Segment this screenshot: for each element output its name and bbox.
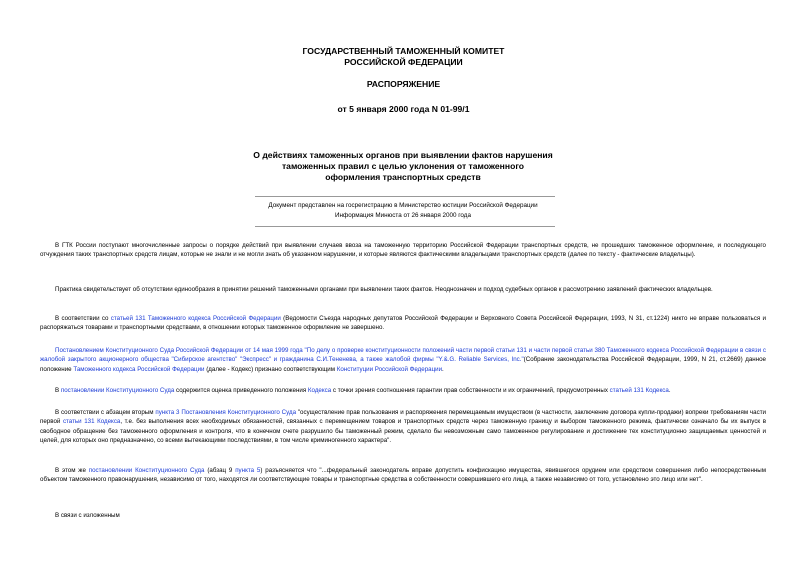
paragraph-3-text-b: (Ведомости Съезда народных депутатов Российской Федерации и Верховного Совета Российской Федерации, 1993, N 31, ст.1224) никто не вправе пользоваться и распоряжаться товарами и транспортными средствами, в отношении которых таможенное оформление не завершено. — [40, 315, 766, 332]
paragraph-1: В ГТК России поступают многочисленные запросы о порядке действий при выявлении случаев ввоза на таможенную территорию Российской Федерации транспортных средств, не прошедших таможенное оформление, и последующего отчуждения таких транспортных средств лицам, которые не знали и не могли знать об указанном нарушении, и которые являются фактическими владельцами транспортных средств (далее по тексту - фактические владельцы). — [40, 242, 766, 259]
link-article-131-customs-code[interactable]: статьей 131 Таможенного кодекса Российской Федерации — [110, 315, 281, 322]
paragraph-5 — [40, 386, 766, 395]
paragraph-5-text-c: с точки зрения соотношения гарантии прав собственности и их ограничений, предусмотренных — [331, 387, 610, 394]
registration-note-line1: Документ представлен на госрегистрацию в Министерство юстиции Российской Федерации — [268, 202, 538, 209]
org-name-line1: ГОСУДАРСТВЕННЫЙ ТАМОЖЕННЫЙ КОМИТЕТ — [302, 46, 505, 56]
paragraph-8: В связи с изложенным — [55, 512, 120, 519]
paragraph-4-text-c: (далее - Кодекс) признано соответствующим — [204, 365, 337, 373]
link-customs-code[interactable]: Таможенного кодекса Российской Федерации — [73, 365, 205, 373]
note-rule-bottom — [255, 226, 555, 227]
note-rule-top — [255, 196, 555, 197]
link-article-131-code[interactable]: статьей 131 Кодекса — [609, 387, 669, 394]
registration-note-line2: Информация Минюста от 26 января 2000 года — [335, 212, 471, 219]
paragraph-6-text-b: "осуществление прав пользования и распоряжения перемещаемым имуществом (в частности, заключение договора купли-продажи) вопреки требованиям части первой — [40, 409, 766, 426]
paragraph-4-text-d: . — [442, 365, 444, 373]
document-type: РАСПОРЯЖЕНИЕ — [366, 79, 441, 89]
link-clause-3-court-resolution[interactable]: пункта 3 Постановления Конституционного Суда — [155, 409, 297, 416]
paragraph-5-text-b: содержится оценка приведенного положения — [174, 387, 308, 394]
paragraph-7-text-b: (абзац 9 — [204, 467, 236, 474]
document-title-line1: О действиях таможенных органов при выявлении фактов нарушения — [253, 150, 553, 160]
paragraph-4 — [40, 346, 766, 374]
paragraph-4-text-b: (Собрание законодательства Российской Федерации, 1999, N 21, ст.2669) данное положение — [40, 356, 766, 373]
org-name-line2: РОССИЙСКОЙ ФЕДЕРАЦИИ — [344, 57, 463, 67]
link-constitution[interactable]: Конституции Российской Федерации — [336, 365, 443, 373]
paragraph-6 — [40, 408, 766, 445]
paragraph-6-text-a: В соответствии с абзацем вторым — [55, 409, 156, 416]
link-article-131[interactable]: статьи 131 Кодекса — [62, 418, 121, 426]
document-title-line3: оформления транспортных средств — [325, 172, 481, 182]
link-code[interactable]: Кодекса — [307, 387, 332, 394]
document-title-line2: таможенных правил с целью уклонения от таможенного — [281, 161, 525, 171]
link-constitutional-court-resolution[interactable]: Постановлением Конституционного Суда Российской Федерации от 14 мая 1999 года "По делу о проверке конституционности положений части первой статьи 131 и части первой статьи 380 Таможенного кодекса Российской Федерации в связи с жалобой закрытого акционерного общества "Сибирское агентство" "Экспресс" и гражданина С.И.Тененева, а также жалобой фирмы "Y.&.G. Reliable Services, Inc." — [40, 347, 766, 364]
paragraph-5-text-d: . — [668, 387, 671, 394]
link-court-resolution-2[interactable]: постановлении Конституционного Суда — [88, 467, 205, 474]
link-court-resolution[interactable]: постановлении Конституционного Суда — [60, 387, 175, 394]
paragraph-7-text-a: В этом же — [55, 467, 89, 474]
paragraph-3-text-a: В соответствии со — [55, 315, 111, 322]
paragraph-2: Практика свидетельствует об отсутствии единообразия в принятии решений таможенными органами при выявлении таких фактов. Неоднозначен и подход судебных органов к рассмотрению заявлений фактических владельцев. — [55, 286, 713, 293]
paragraph-7-text-c: ) разъясняется что "...федеральный законодатель вправе допустить конфискацию имущества, явившегося орудием или средством совершения либо непосредственным объектом таможенного правонарушения, независимо от того, находятся ли соответствующие товары и транспортные средства в собственности совершившего его лица, а также независимо от того, установлено это лицо или нет". — [40, 467, 766, 484]
paragraph-3 — [40, 314, 766, 333]
link-clause-5[interactable]: пункта 5 — [235, 467, 261, 474]
paragraph-7 — [40, 466, 766, 485]
document-date-number: от 5 января 2000 года N 01-99/1 — [337, 104, 470, 114]
paragraph-6-text-c: , т.е. без выполнения всех необходимых обязанностей, связанных с перемещением товаров и транспортных средств через таможенную границу и выбором таможенного режима, фактически означало бы их выпуск в свободное обращение без таможенного оформления и контроля, что в конечном счете разрушило бы таможенный режим, сделало бы невозможным само таможенное регулирование и достижение тех конституционно защищаемых ценностей и целей, для которых оно предназначено, со всеми вытекающими последствиями, в том числе криминогенного характера". — [40, 418, 766, 444]
paragraph-5-text-a: В — [55, 387, 61, 394]
